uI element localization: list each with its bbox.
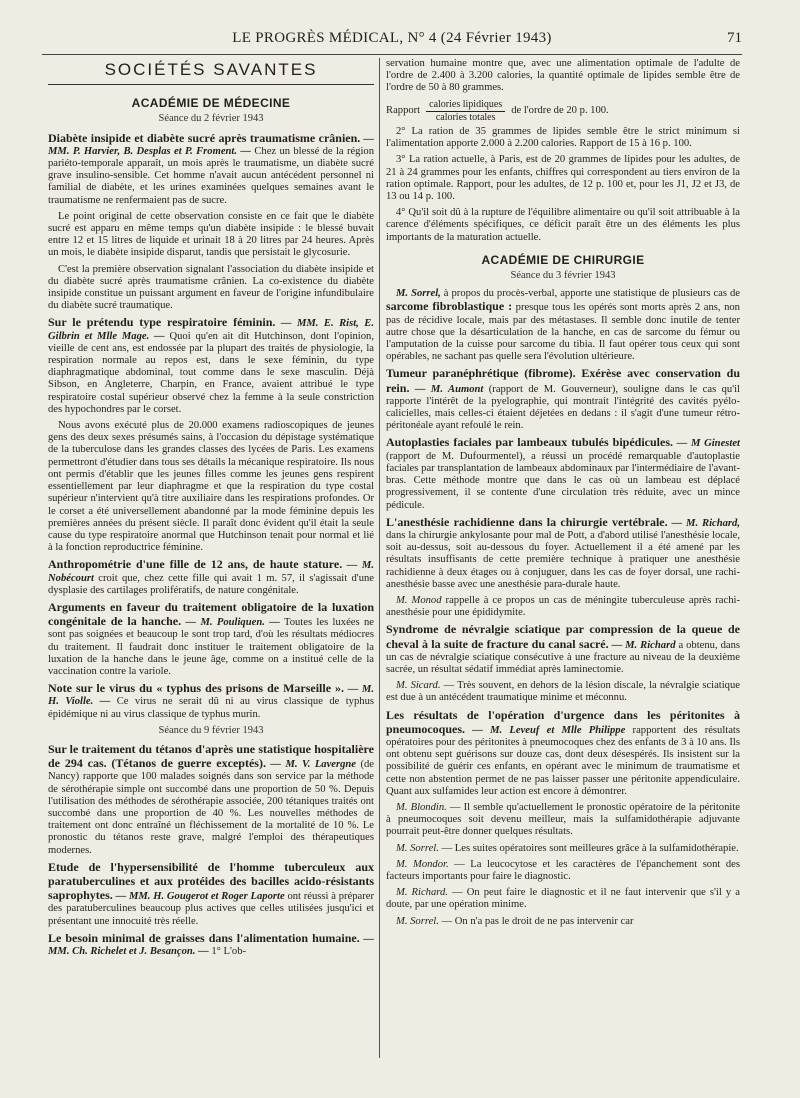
article-title: Diabète insipide et diabète sucré après traumatisme crânien. — [48, 130, 361, 145]
comment-text: — Il semble qu'actuellement le pronostic opératoire de la péritonite à pneumocoques soit devenu meilleur, mais la sulfamidothérapie adjuvante pourrait peut-être donner quelques résultats. — [386, 801, 740, 838]
article — [48, 558, 374, 597]
article-highlight: sarcome fibroblastique : — [386, 299, 513, 314]
paragraph — [386, 802, 740, 839]
article-text: (de Nancy) rapporte que 100 malades soignés dans son service par la méthode de sérothérapie simple ont succombé dans une proportion de 50 %. Depuis l'utilisation des méthodes de sérothérapie associée, 200 tétaniques traités ont succombé dans une proportion de 40 %. Les nouvelles méthodes de traitement ont donc entraîné un fléchissement de la mortalité de 10 %. Le pronostic du tétanos reste grave, malgré l'emploi des thérapeutiques modernes. — [48, 759, 374, 856]
article-authors: M. Sorrel, — [396, 288, 441, 300]
header-rule — [42, 54, 742, 55]
column-divider — [379, 58, 380, 1058]
article-authors: — M. Richard — [611, 639, 676, 651]
article — [386, 623, 740, 676]
article-title: Tumeur paranéphrétique (fibrome). Exérèse avec conservation du rein. — [386, 366, 740, 395]
article — [48, 601, 374, 678]
session-date: Séance du 2 février 1943 — [158, 113, 264, 125]
paragraph — [386, 916, 740, 928]
article-text: 1° L'ob- — [211, 946, 247, 957]
comment-author: M. Blondin. — [396, 801, 447, 813]
ratio-formula — [386, 99, 740, 124]
article-title: Les résultats de l'opération d'urgence dans les péritonites à pneumocoques. — [386, 707, 740, 736]
paragraph: 3° La ration actuelle, à Paris, est de 20 grammes de lipides pour les adultes, de 21 à 24 grammes pour les enfants, chiffres qui correspondent au tiers environ de la ration optimale. Rapport, pour les adultes, de 12 p. 100 et, pour les J1, J2 et J3, de 13 ou 14 p. 100. — [386, 154, 740, 203]
article — [386, 709, 740, 798]
comment-text: — Les suites opératoires sont meilleures grâce à la sulfamidothérapie. — [441, 842, 739, 854]
paragraph — [386, 680, 740, 704]
article-text: a obtenu, dans un cas de névralgie sciatique consécutive à une fracture au niveau de la deuxième sacrée, un résultat sédatif immédiat après laminectomie. — [386, 639, 740, 675]
session-date: Séance du 3 février 1943 — [510, 270, 616, 282]
journal-title: LE PROGRÈS MÉDICAL, N° 4 (24 Février 1943) — [232, 30, 552, 46]
comment-text: — Très souvent, en dehors de la lésion discale, la névralgie sciatique est due à un antécédent traumatique minime et méconnu. — [386, 680, 740, 704]
article — [386, 288, 740, 363]
comment-author: M. Mondor. — [396, 858, 449, 870]
page-header — [42, 24, 742, 52]
article-title: Autoplasties faciales par lambeaux tubulés bipédicules. — [386, 435, 674, 450]
article-authors: — MM. Ch. Richelet et J. Besançon. — — [48, 933, 374, 957]
article-authors: — M. Aumont — [414, 383, 484, 395]
fraction — [426, 99, 505, 124]
article-title: Arguments en faveur du traitement obligatoire de la luxation congénitale de la hanche. — [48, 599, 374, 629]
article-text: (rapport de M. Gouverneur), souligne dans le cas qu'il rapporte l'intérêt de la pyelographie, qui montrait l'intégrité des cavités pyélo-calicielles, mais celles-ci étaient déjetées en dedans : il s'agit d'une tumeur rétro-péritonéale ayant refoulé le rein. — [386, 383, 741, 432]
paragraph: Nous avons exécuté plus de 20.000 examens radioscopiques de jeunes gens des deux sexes présumés sains, à l'occasion du dépistage systématique de la tuberculose dans les grandes classes des lycées de Paris. Les examens permettront d'étudier dans tous ses détails la mécanique respiratoire. Ils nous ont permis d'établir que les jeunes filles comme les jeunes gens respirent essentiellement par leur diaphragme et que la respiration du type costal supérieur n'intervient qu'à titre auxiliaire dans les respirations profondes. Or le corset a été universellement abandonné par la mode féminine depuis les premières années du présent siècle. Il paraît donc évident qu'il était la seule cause du type respiratoire anormal que Hutchinson tenait pour normal et lié à la fonction reproductrice féminine. — [48, 420, 374, 554]
article-text: presque tous les opérés sont morts après 2 ans, non pas de récidive locale, mais par des métastases. Il semble donc inutile de tenter autre chose que la désarticulation de la hanche, en cas de sarcome du fémur ou l'amputation de la cuisse pour sarcome du tibia. Il faut opérer tous ceux qui sont opérables, ne sachant pas quelle sera l'évolution ultérieure. — [386, 302, 740, 363]
comment-author: M. Sicard. — [396, 680, 441, 692]
article-title: Syndrome de névralgie sciatique par compression de la queue de cheval à la suite de fracture du canal sacré. — [386, 622, 740, 651]
article — [48, 743, 374, 857]
article-authors: — MM. H. Gougerot et Roger Laporte — [115, 891, 285, 903]
comment-author: M. Sorrel. — [396, 842, 439, 854]
right-column — [386, 58, 740, 932]
formula-tail: de l'ordre de 20 p. 100. — [511, 105, 609, 117]
article-title: Sur le traitement du tétanos d'après une statistique hospitalière de 294 cas. (Tétanos de guerre exceptés). — [48, 741, 374, 771]
formula-label: Rapport — [386, 105, 421, 117]
section-title: SOCIÉTÉS SAVANTES — [104, 60, 318, 79]
article — [48, 316, 374, 416]
comment-text: — On n'a pas le droit de ne pas intervenir car — [441, 915, 634, 927]
comment-text: — La leucocytose et les caractères de l'épanchement sont des facteurs importants pour faire le diagnostic. — [386, 858, 741, 882]
article-text: Ce virus ne serait dû ni au virus classique de typhus épidémique ni au virus classique de typhus murin. — [48, 696, 374, 720]
article-title: Note sur le virus du « typhus des prisons de Marseille ». — [48, 681, 345, 696]
comment-author: M. Monod — [396, 594, 442, 606]
article — [48, 932, 374, 958]
comment-author: M. Sorrel. — [396, 915, 439, 927]
article — [386, 516, 740, 591]
paragraph — [386, 859, 740, 883]
article-text: à propos du procès-verbal, apporte une statistique de plusieurs cas de — [443, 288, 740, 300]
paragraph: Le point original de cette observation consiste en ce fait que le diabète sucré est apparu en même temps qu'un diabète insipide : le blessé buvait entre 12 et 15 litres de liquide et urinait 18 à 20 litres par 24 heures. Après un mois, le diabète insipide disparut, tandis que persistait le glycosurie. — [48, 210, 374, 259]
article-title: Le besoin minimal de graisses dans l'alimentation humaine. — [48, 930, 360, 945]
article — [386, 367, 740, 432]
article — [48, 682, 374, 721]
article-title: L'anesthésie rachidienne dans la chirurgie vertébrale. — [386, 514, 668, 529]
session-date: Séance du 9 février 1943 — [158, 724, 264, 736]
article-authors: — M Ginestet — [676, 438, 740, 450]
article-text: Chez un blessé de la région pariéto-temporale apparaît, un mois après le traumatisme, un diabète sucré grave insulino-sensible. Cet homme n'avait aucun antécédent personnel ni familial de diabète, et les urines examinées quelques semaines avant le traumatisme ne renfermaient pas de sucre. — [48, 145, 375, 206]
paragraph: 4° Qu'il soit dû à la rupture de l'équilibre alimentaire ou qu'il soit attribuable à la carence d'éléments spécifiques, ce déficit paraît être un des éléments les plus importants de la maturation actuelle. — [386, 207, 740, 243]
article-title: Sur le prétendu type respiratoire féminin. — [48, 315, 276, 330]
academy-heading: ACADÉMIE DE MÉDECINE — [131, 96, 291, 111]
article-authors: — M. Leveuf et Mlle Philippe — [472, 724, 626, 736]
article-title: Etude de l'hypersensibilité de l'homme tuberculeux aux paratuberculines et aux protéides des bacilles acido-résistants saprophytes. — [48, 859, 374, 903]
fraction-denominator: calories totales — [435, 111, 496, 123]
paragraph: 2° La ration de 35 grammes de lipides semble être le strict minimum si l'alimentation apporte 2.000 à 2.200 calories. Rapport de 15 à 16 p. 100. — [386, 126, 740, 150]
paragraph — [386, 887, 740, 911]
article-text: (rapport de M. Dufourmentel), a réussi un procédé remarquable d'autoplastie faciales par transplantation de lambeaux abdominaux par l'intermédiaire de l'avant-bras. Cette méthode montre que dans le cas où un lambeau est déplacé progressivement, il se contente d'une circulation très réduite, avec un mince pédicule. — [386, 450, 740, 511]
article-authors: — M. Richard, — [671, 517, 740, 529]
article-text: rapportent des résultats opératoires pour des péritonites à pneumocoques chez des enfants de 3 à 10 ans. Ils ont obtenu sept guérisons sur douze cas, dont deux désespérés. Ils insistent sur la possibilité de guérir ces enfants, en opérant avec le minimum de traumatisme et cette non abstention permet de ne pas laisser passer une péritonite appendiculaire. Quant aux sulfamides leur action est encore à démontrer. — [386, 724, 740, 797]
article-text: croit que, chez cette fille qui avait 1 m. 57, il s'agissait d'une dysplasie des cartilages prolifératifs, de nature congénitale. — [48, 572, 375, 596]
page-number: 71 — [727, 30, 742, 46]
paragraph — [386, 843, 740, 855]
article-text: Quoi qu'en ait dit Hutchinson, dont l'opinion, vieille de cent ans, est endossée par la plupart des traités de physiologie, la respiration normale au repos est, dans le sexe féminin, du type diaphragmatique abdominal, tout comme dans le sexe masculin. Déjà Sibson, en Angleterre, Charpin, en France, avaient attribué le type respiratoire costal supérieur observé chez la femme à la seule constriction des hypochondres par le corset. — [48, 330, 374, 415]
comment-text: rappelle à ce propos un cas de méningite tuberculeuse après rachi-anesthésie pour une épididymite. — [386, 594, 740, 619]
article — [386, 436, 740, 511]
left-column — [48, 58, 374, 962]
article-authors: — M. Nobécourt — [48, 560, 374, 584]
comment-author: M. Richard. — [396, 887, 448, 899]
article-title: Anthropométrie d'une fille de 12 ans, de haute stature. — [48, 557, 343, 572]
article — [48, 132, 374, 207]
article-authors: — M. Pouliquen. — — [185, 617, 280, 629]
article-authors: — MM. E. Rist, E. Gilbrin et Mlle Mage. — — [48, 318, 374, 342]
academy-heading: ACADÉMIE DE CHIRURGIE — [481, 252, 645, 267]
comment-text: — On peut faire le diagnostic et il ne faut intervenir que s'il y a doute, par une opération minime. — [386, 887, 740, 911]
article-text: dans la chirurgie ankylosante pour mal de Pott, a d'abord utilisé l'anesthésie locale, soit au-dessus, soit au-dessous du foyer. Actuellement il a été amené par les résultats insuffisants de cette première technique à pratiquer une anesthésie rachidienne à deux étages ou à conjuguer, dans les cas de foyer dorsal, une rachi-anesthésie basse avec une anesthésie para-durale haute. — [386, 529, 740, 590]
fraction-numerator: calories lipidiques — [426, 99, 505, 112]
article-authors: — M. V. Lavergne — [270, 759, 356, 771]
section-rule — [48, 84, 374, 85]
paragraph: servation humaine montre que, avec une alimentation optimale de l'adulte de l'ordre de 2.400 à 3.200 calories, la quantité optimale de lipides semble être de l'ordre de 50 à 80 grammes. — [386, 58, 740, 94]
paragraph — [386, 595, 740, 619]
paragraph: C'est la première observation signalant l'association du diabète insipide et du diabète sucré après traumatisme crânien. La co-existence du diabète insipide constitue un puissant argument en faveur de l'origine infundibulaire du diabète sucré traumatique. — [48, 263, 374, 312]
article-text: ont réussi à préparer des paratuberculines beaucoup plus actives que celles utilisées jusqu'ici et présentant une innocuité très réelle. — [48, 891, 374, 927]
article-authors: — MM. P. Harvier, B. Desplas et P. Froment. — — [48, 133, 374, 157]
article — [48, 861, 374, 928]
article-text: Toutes les luxées ne sont pas soignées et beaucoup le sont trop tard, d'où les résultats médiocres du traitement. Il faudrait donc instituer le traitement obligatoire de la luxation de la hanche dans le jeune âge, comme on a institué celle de la vaccination contre la variole. — [48, 617, 374, 677]
article-authors: — M. H. Violle. — — [48, 684, 374, 708]
